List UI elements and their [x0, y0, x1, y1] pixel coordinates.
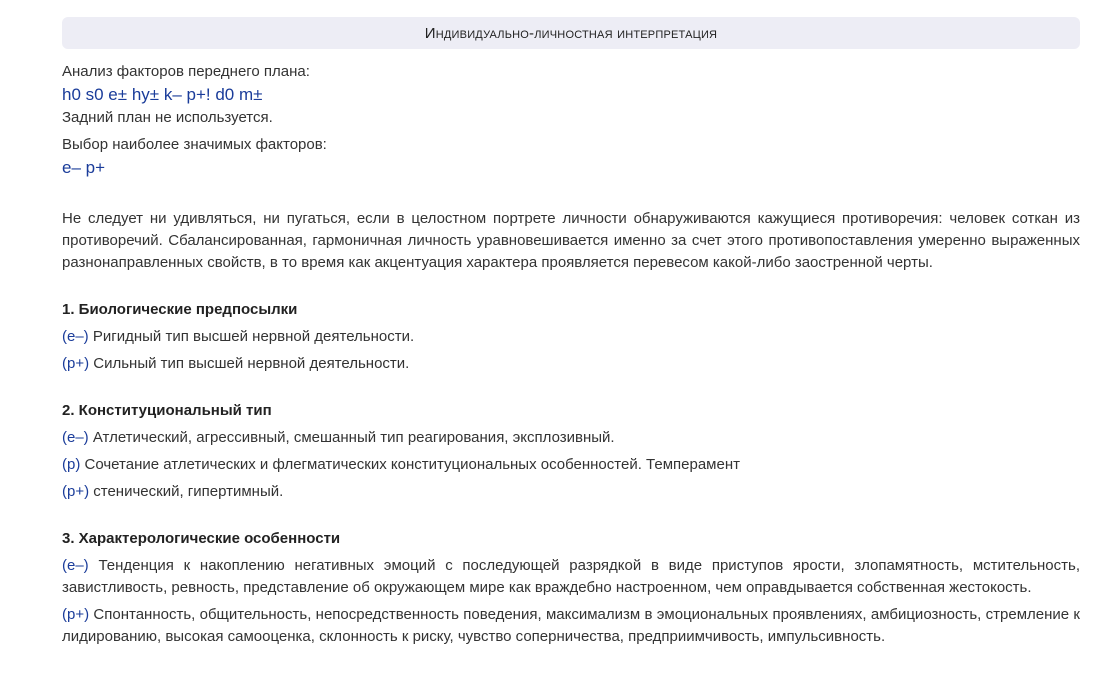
section-title: 1. Биологические предпосылки [62, 301, 298, 318]
section-banner [62, 17, 1080, 49]
significant-codes: e– p+ [62, 158, 106, 177]
item-text: Сочетание атлетических и флегматических конституциональных особенностей. Темперамент [84, 456, 740, 473]
item-text: стенический, гипертимный. [93, 483, 284, 500]
section-character [62, 528, 1080, 648]
list-item [62, 454, 1080, 476]
list-item [62, 353, 1080, 375]
item-text: Сильный тип высшей нервной деятельности. [93, 355, 410, 372]
foreground-codes: h0 s0 e± hy± k– p+! d0 m± [62, 85, 263, 104]
item-text: Тенденция к накоплению негативных эмоций с последующей разрядкой в виде приступов ярости, злопамятность, мстительность, завистливость, ревность, представление об окружающем мире как враждебно настроенном, чем оправдывается собственная жестокость. [62, 557, 1080, 596]
factor-tag: (e–) [62, 328, 89, 345]
factor-analysis [62, 61, 1080, 180]
foreground-label: Анализ факторов переднего плана: [62, 63, 310, 80]
factor-tag: (p) [62, 456, 81, 473]
factor-tag: (p+) [62, 606, 90, 623]
section-constitutional [62, 400, 1080, 503]
factor-tag: (e–) [62, 557, 89, 574]
section-title: 3. Характерологические особенности [62, 530, 341, 547]
list-item [62, 326, 1080, 348]
page-title: Индивидуально-личностная интерпретация [424, 24, 718, 42]
section-biological [62, 299, 1080, 375]
list-item [62, 604, 1080, 648]
factor-tag: (e–) [62, 429, 89, 446]
section-title: 2. Конституциональный тип [62, 402, 272, 419]
item-text: Спонтанность, общительность, непосредственность поведения, максимализм в эмоциональных проявлениях, амбициозность, стремление к лидированию, высокая самооценка, склонность к риску, чувство соперничества, предприимчивость, импульсивность. [62, 606, 1080, 645]
item-text: Ригидный тип высшей нервной деятельности. [92, 328, 415, 345]
background-note: Задний план не используется. [62, 109, 273, 126]
list-item [62, 427, 1080, 449]
significant-label: Выбор наиболее значимых факторов: [62, 136, 327, 153]
intro-paragraph: Не следует ни удивляться, ни пугаться, если в целостном портрете личности обнаруживаются кажущиеся противоречия: человек соткан из противоречий. Сбалансированная, гармоничная личность уравновешивается именно за счет этого противопоставления умеренно выраженных разнонаправленных свойств, в то время как акцентуация характера проявляется перевесом какой-либо заостренной черты. [62, 210, 1080, 271]
list-item [62, 555, 1080, 599]
factor-tag: (p+) [62, 483, 90, 500]
factor-tag: (p+) [62, 355, 90, 372]
item-text: Атлетический, агрессивный, смешанный тип реагирования, эксплозивный. [92, 429, 615, 446]
list-item [62, 481, 1080, 503]
page-content [62, 0, 1080, 648]
